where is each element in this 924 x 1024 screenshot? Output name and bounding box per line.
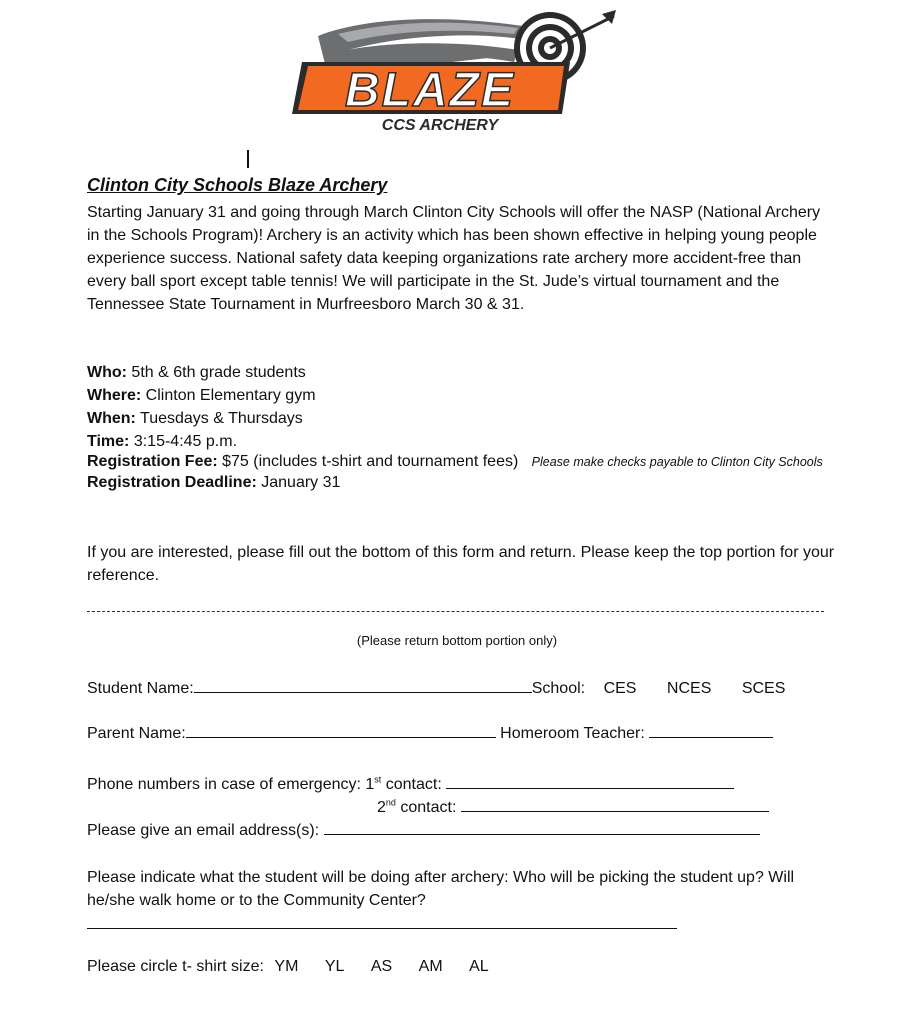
interest-paragraph: If you are interested, please fill out the bottom of this form and return. Please keep the top portion for your reference.: [87, 544, 835, 584]
parent-name-field[interactable]: [186, 723, 496, 738]
detail-time: Time: 3:15-4:45 p.m.: [87, 433, 238, 450]
blaze-archery-logo: [288, 6, 620, 134]
tshirt-size-ym[interactable]: YM: [274, 958, 299, 975]
check-payable-note: Please make checks payable to Clinton City Schools: [531, 455, 823, 469]
school-label: School:: [531, 680, 586, 697]
program-details: [87, 361, 847, 494]
return-note: (Please return bottom portion only): [356, 633, 558, 648]
logo-wordmark: BLAZE: [345, 64, 515, 117]
first-contact-row: Phone numbers in case of emergency: 1st contact:: [87, 774, 734, 794]
email-field[interactable]: [324, 820, 760, 835]
student-name-field[interactable]: [194, 678, 532, 693]
school-option-nces[interactable]: NCES: [666, 680, 712, 697]
tshirt-size-yl[interactable]: YL: [324, 958, 345, 975]
second-contact-row: 2nd contact:: [377, 797, 769, 817]
tshirt-size-as[interactable]: AS: [370, 958, 393, 975]
after-archery-question: Please indicate what the student will be doing after archery: Who will be picking the student up? Will he/she walk home or to the Community Center?: [87, 869, 795, 909]
detail-deadline: Registration Deadline: January 31: [87, 474, 341, 491]
tshirt-size-am[interactable]: AM: [418, 958, 443, 975]
text-cursor: [247, 150, 249, 168]
detail-where: Where: Clinton Elementary gym: [87, 387, 316, 404]
email-row: Please give an email address(s):: [87, 820, 760, 840]
parent-name-row: Parent Name: Homeroom Teacher:: [87, 723, 773, 743]
school-option-sces[interactable]: SCES: [741, 680, 786, 697]
student-name-row: Student Name: School: CES NCES SCES: [87, 680, 786, 697]
after-archery-answer-field[interactable]: [87, 914, 677, 929]
detail-who: Who: 5th & 6th grade students: [87, 364, 306, 381]
school-option-ces[interactable]: CES: [603, 680, 637, 697]
detail-fee: Registration Fee: $75 (includes t-shirt and tournament fees) Please make checks payable to Clinton City Schools: [87, 453, 823, 470]
cut-line-divider: [87, 611, 824, 612]
homeroom-label: Homeroom Teacher:: [500, 725, 645, 742]
first-contact-field[interactable]: [446, 774, 734, 789]
tshirt-size-al[interactable]: AL: [469, 958, 489, 975]
intro-paragraph: Starting January 31 and going through March Clinton City Schools will offer the NASP (National Archery in the Schools Program)! Archery is an activity which has been shown effective in helping young people experience success. National safety data keeping organizations rate archery more accident-free than every ball sport except table tennis! We will participate in the St. Jude’s virtual tournament and the Tennessee State Tournament in Murfreesboro March 30 & 31.: [87, 204, 821, 313]
logo-subtitle: CCS ARCHERY: [381, 117, 499, 134]
page-title: Clinton City Schools Blaze Archery: [87, 175, 388, 195]
homeroom-teacher-field[interactable]: [649, 723, 773, 738]
tshirt-size-row: Please circle t- shirt size: YM YL AS AM AL: [87, 958, 489, 975]
second-contact-field[interactable]: [461, 797, 769, 812]
detail-when: When: Tuesdays & Thursdays: [87, 410, 303, 427]
